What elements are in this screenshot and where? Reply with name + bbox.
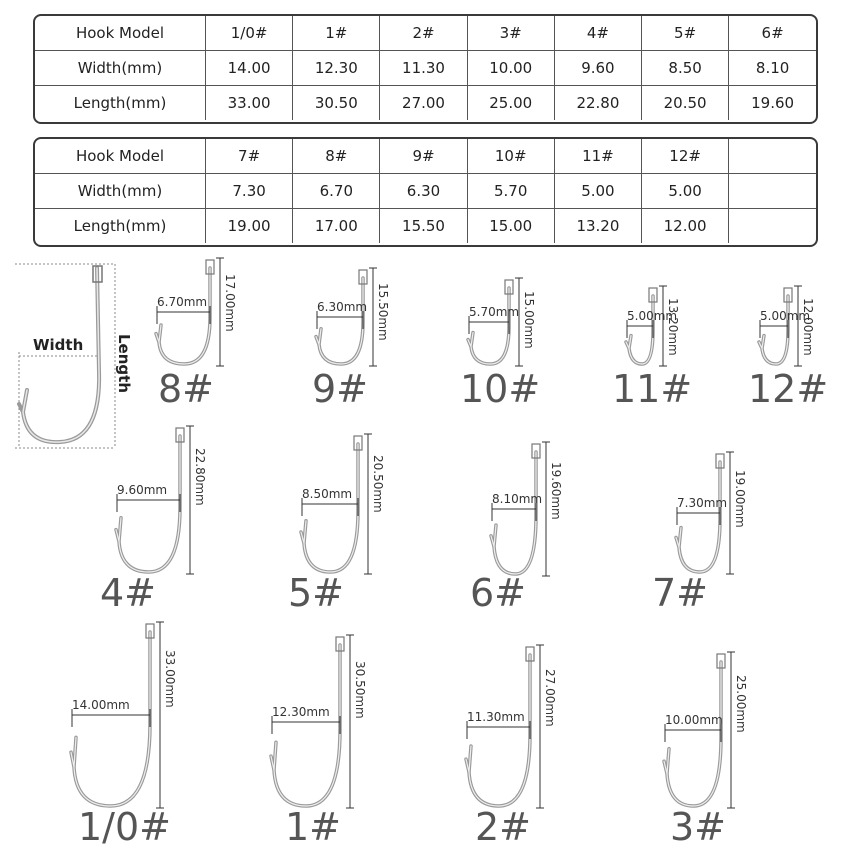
table-cell	[729, 139, 816, 174]
table-cell: 7#	[206, 139, 293, 174]
table-cell: 1/0#	[206, 16, 293, 51]
hook-model-label: 2#	[475, 805, 532, 849]
table-cell: 20.50	[642, 86, 729, 121]
hook-model-label: 12#	[748, 367, 829, 411]
table-cell: 12.30	[293, 51, 380, 86]
width-dimension-label: 14.00mm	[72, 698, 130, 712]
hook-model-label: 3#	[670, 805, 727, 849]
table-cell: 14.00	[206, 51, 293, 86]
table-cell: 15.00	[467, 209, 554, 244]
hook-item	[675, 452, 747, 574]
table-row	[35, 51, 816, 86]
hook-model-label: 11#	[612, 367, 693, 411]
fish-hook-icon	[155, 258, 220, 366]
length-dimension-label: 25.00mm	[734, 675, 748, 733]
table-cell: 7.30	[206, 174, 293, 209]
table-cell: 22.80	[554, 86, 641, 121]
hook-model-label: 5#	[288, 571, 345, 615]
fish-hook-icon	[115, 426, 190, 574]
hook-item	[155, 258, 237, 366]
row-header: Length(mm)	[35, 209, 206, 244]
hook-item	[315, 268, 390, 366]
fish-hook-icon	[315, 268, 373, 366]
length-dimension-label: 22.80mm	[193, 448, 207, 506]
hook-item	[663, 652, 748, 808]
table-cell	[729, 209, 816, 244]
table-cell: 3#	[467, 16, 554, 51]
hook-model-label: 9#	[312, 367, 369, 411]
hook-item	[758, 286, 815, 366]
hook-item	[490, 442, 563, 576]
table-cell: 5#	[642, 16, 729, 51]
width-label: Width	[33, 336, 84, 354]
table-cell: 6#	[729, 16, 816, 51]
width-dimension-label: 5.70mm	[469, 305, 520, 319]
hook-model-label: 7#	[652, 571, 709, 615]
table-cell: 2#	[380, 16, 467, 51]
width-dimension-label: 9.60mm	[117, 483, 168, 497]
row-header: Hook Model	[35, 139, 206, 174]
width-dimension-label: 12.30mm	[272, 705, 330, 719]
hook-item	[300, 434, 385, 574]
length-dimension-label: 27.00mm	[543, 669, 557, 727]
length-dimension-label: 33.00mm	[163, 650, 177, 708]
table-row	[35, 209, 816, 244]
length-dimension-label: 15.50mm	[376, 283, 390, 341]
length-dimension-label: 19.00mm	[733, 470, 747, 528]
table-cell: 9#	[380, 139, 467, 174]
table-row	[35, 86, 816, 121]
table-cell: 19.00	[206, 209, 293, 244]
table-cell: 19.60	[751, 94, 795, 112]
fish-hook-icon	[270, 635, 350, 808]
row-header: Length(mm)	[35, 86, 206, 121]
row-header: Hook Model	[35, 16, 206, 51]
table-row	[35, 16, 816, 51]
length-dimension-label: 13.20mm	[666, 298, 680, 356]
fish-hook-icon	[625, 286, 663, 366]
length-dimension-label: 12.00mm	[801, 298, 815, 356]
width-dimension-label: 6.30mm	[317, 300, 368, 314]
table-cell: 33.00	[206, 86, 293, 121]
table-cell: 12#	[642, 139, 729, 174]
table-cell: 6.30	[380, 174, 467, 209]
table-cell: 5.00	[554, 174, 641, 209]
table-cell: 25.00	[467, 86, 554, 121]
hook-model-label: 1#	[285, 805, 342, 849]
table-cell: 8.50	[642, 51, 729, 86]
table-cell: 9.60	[554, 51, 641, 86]
width-dimension-label: 10.00mm	[665, 713, 723, 727]
table-cell: 10.00	[467, 51, 554, 86]
fish-hook-icon	[758, 286, 798, 366]
length-dimension-label: 30.50mm	[353, 661, 367, 719]
table-cell: 30.50	[293, 86, 380, 121]
hook-model-label: 6#	[470, 571, 527, 615]
fish-hook-icon	[70, 622, 160, 808]
hook-model-label: 4#	[100, 571, 157, 615]
width-dimension-label: 6.70mm	[157, 295, 208, 309]
width-dimension-label: 8.50mm	[302, 487, 353, 501]
width-dimension-label: 11.30mm	[467, 710, 525, 724]
size-table-top	[33, 14, 818, 124]
row-header: Width(mm)	[35, 51, 206, 86]
hook-item	[115, 426, 207, 574]
hook-item	[467, 278, 536, 366]
width-dimension-label: 5.00mm	[627, 309, 678, 323]
width-dimension-label: 8.10mm	[492, 492, 543, 506]
table-cell	[729, 174, 816, 209]
table-cell: 6.70	[293, 174, 380, 209]
table-cell: 17.00	[293, 209, 380, 244]
fish-hook-icon	[663, 652, 731, 808]
length-dimension-label: 19.60mm	[549, 462, 563, 520]
table-cell: 11.30	[380, 51, 467, 86]
hook-model-label: 1/0#	[78, 805, 171, 849]
fish-hook-icon	[300, 434, 368, 574]
measurement-diagram	[15, 262, 150, 452]
table-cell: 5.00	[642, 174, 729, 209]
fish-hook-icon	[467, 278, 519, 366]
hook-model-label: 8#	[158, 367, 215, 411]
table-cell: 12.00	[642, 209, 729, 244]
fish-hook-icon	[465, 645, 540, 808]
table-cell: 5.70	[467, 174, 554, 209]
hook-item	[465, 645, 557, 808]
fish-hook-icon	[490, 442, 546, 576]
table-cell: 10#	[467, 139, 554, 174]
table-cell: 4#	[554, 16, 641, 51]
table-cell: 11#	[554, 139, 641, 174]
table-cell: 8#	[293, 139, 380, 174]
length-dimension-label: 15.00mm	[522, 291, 536, 349]
size-table-bottom	[33, 137, 818, 247]
table-cell: 15.50	[380, 209, 467, 244]
length-label: Length	[115, 334, 133, 393]
row-header: Width(mm)	[35, 174, 206, 209]
length-dimension-label: 20.50mm	[371, 455, 385, 513]
width-dimension-label: 5.00mm	[760, 309, 811, 323]
hook-model-label: 10#	[460, 367, 541, 411]
hook-item	[270, 635, 367, 808]
table-row	[35, 174, 816, 209]
table-cell: 8.10	[729, 51, 816, 86]
width-dimension-label: 7.30mm	[677, 496, 728, 510]
table-cell: 27.00	[380, 86, 467, 121]
fish-hook-icon	[675, 452, 730, 574]
table-cell: 13.20	[554, 209, 641, 244]
hook-item	[625, 286, 680, 366]
table-cell: 1#	[293, 16, 380, 51]
hook-item	[70, 622, 177, 808]
table-row	[35, 139, 816, 174]
length-dimension-label: 17.00mm	[223, 274, 237, 332]
